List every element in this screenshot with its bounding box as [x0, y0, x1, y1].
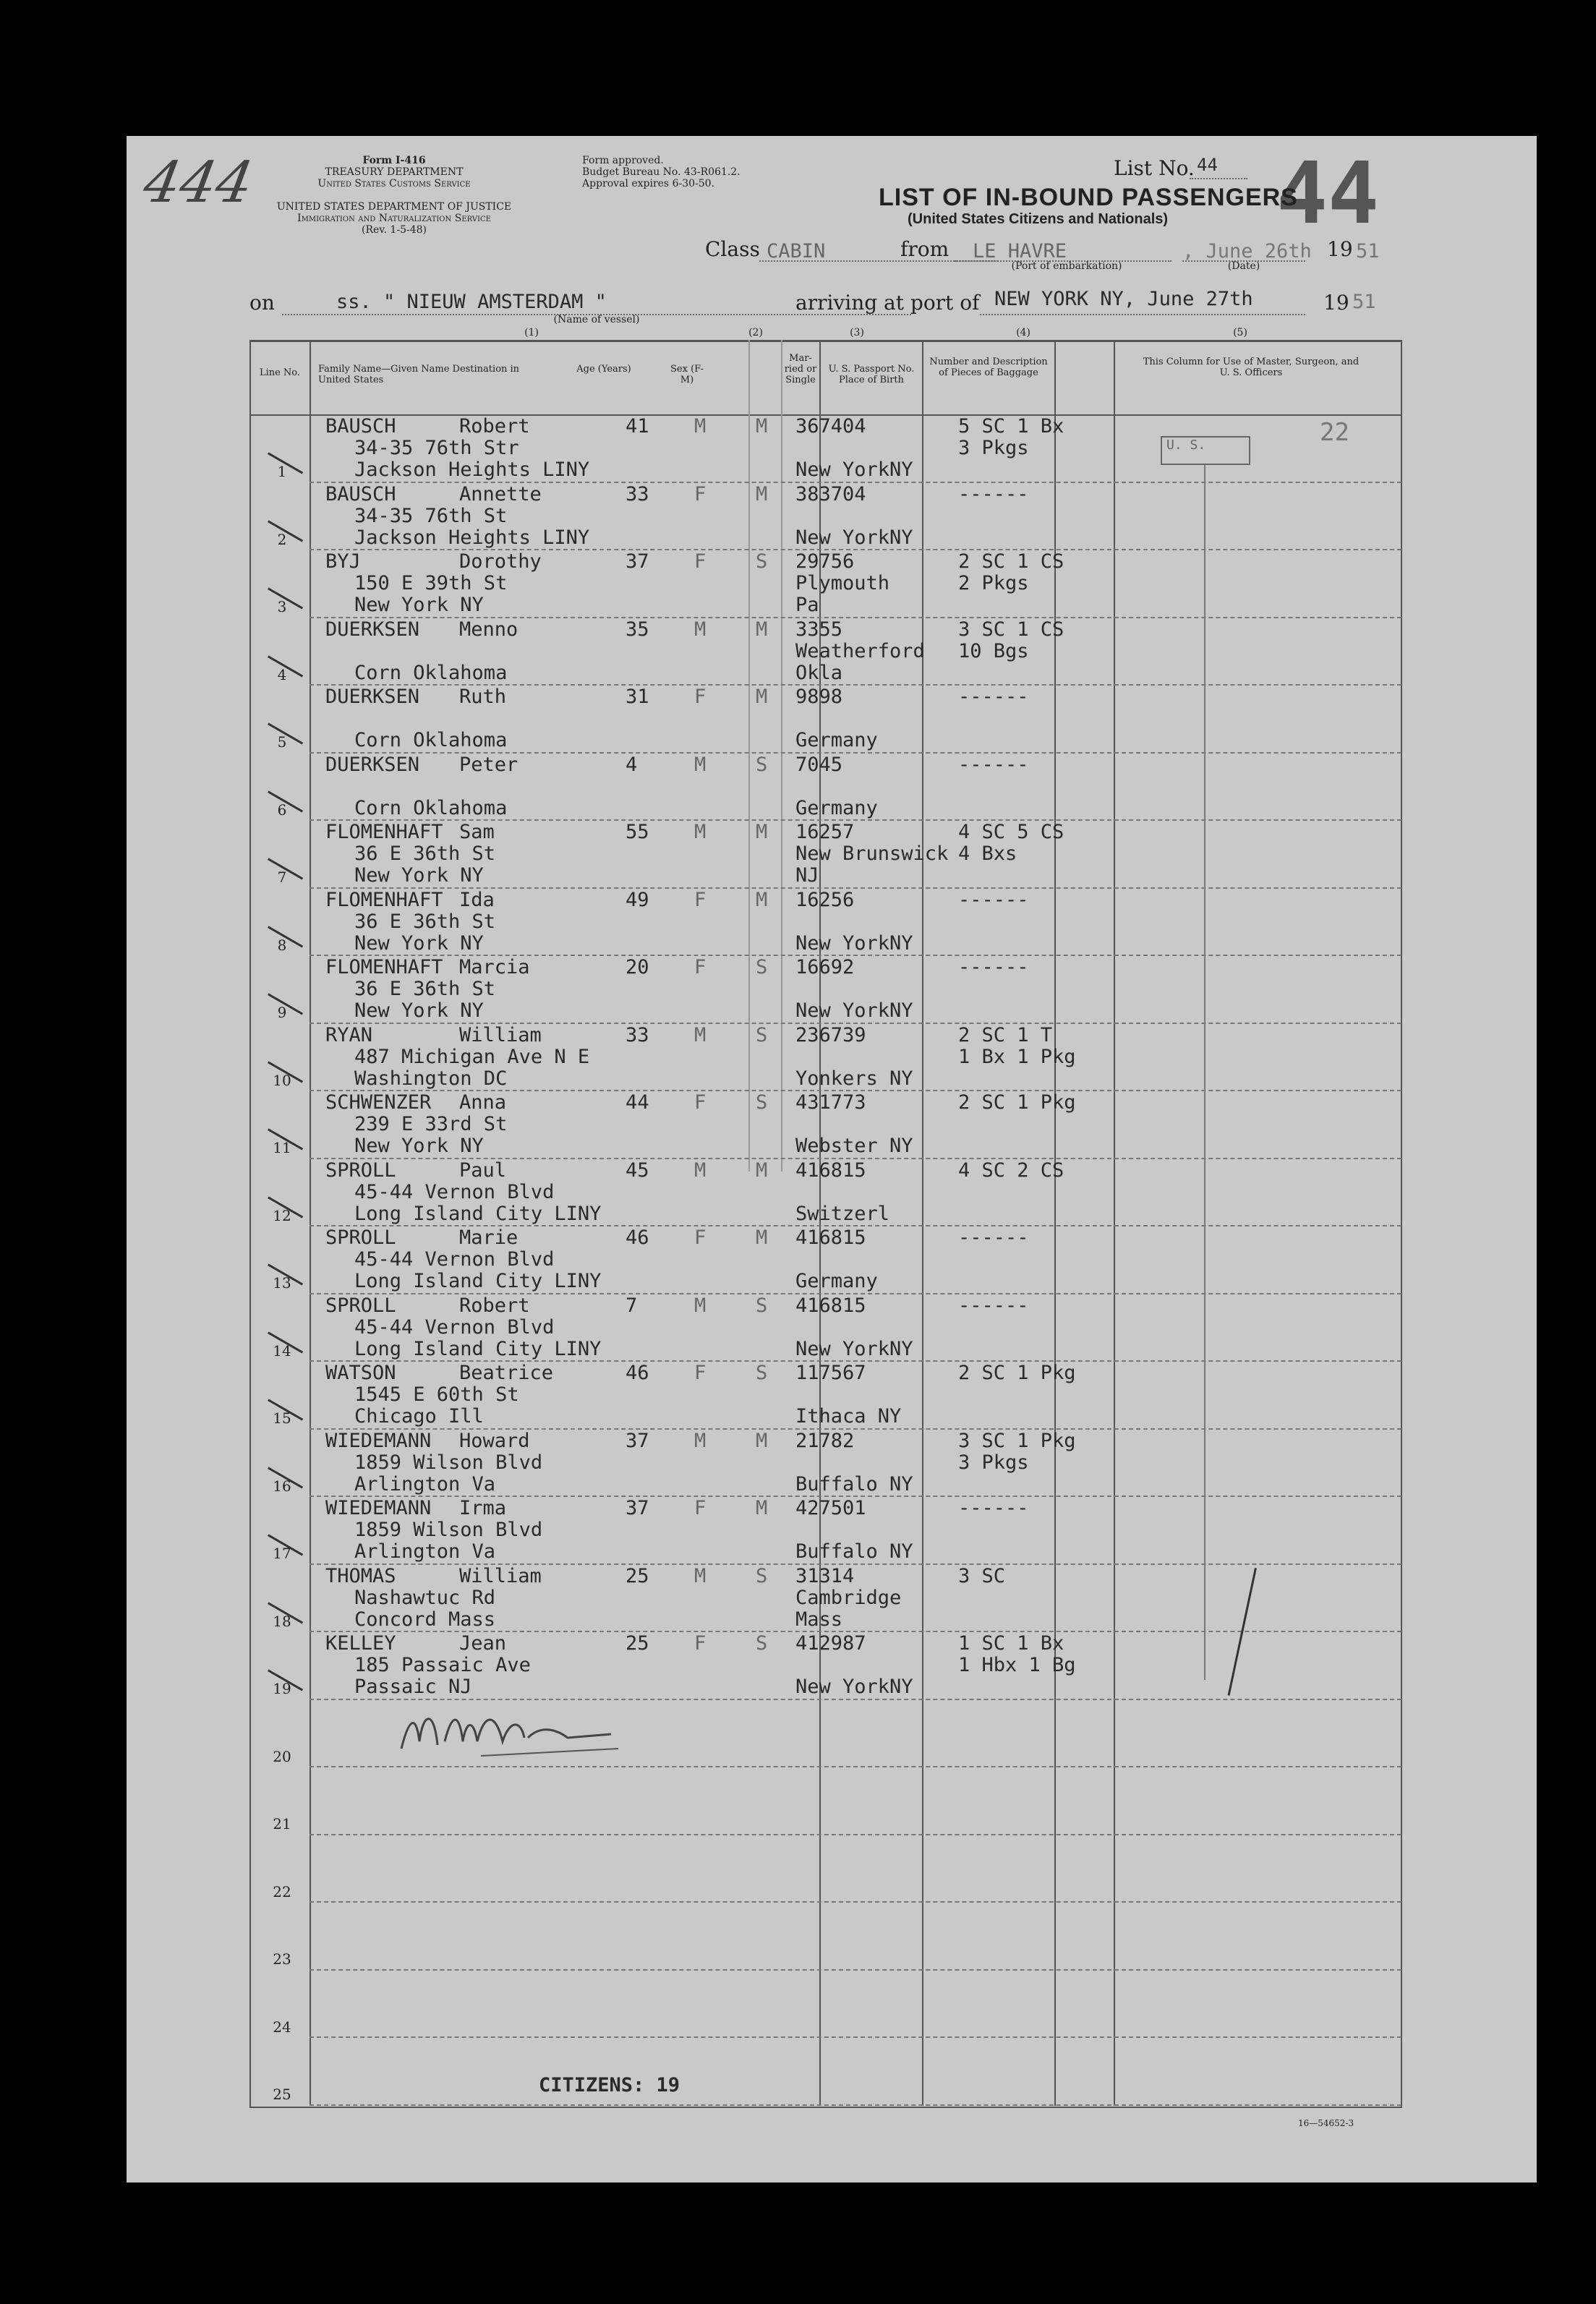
passport-number: 7045	[795, 753, 843, 776]
destination-line-1: 34-35 76th St	[354, 504, 508, 527]
corner-mark: 444	[139, 150, 258, 216]
birthplace-line-2: Buffalo NY	[795, 1472, 913, 1496]
sex: M	[694, 1159, 707, 1182]
marital-status: M	[756, 1429, 768, 1452]
sex: F	[694, 1497, 707, 1519]
passenger-given-name: Ida	[459, 888, 495, 911]
passport-number: 412987	[795, 1632, 866, 1655]
destination-line-2: Corn Oklahoma	[354, 796, 508, 819]
birthplace-line-2: Switzerl	[795, 1202, 890, 1225]
baggage-line-1: ------	[958, 482, 1029, 505]
birthplace-line-2: Germany	[795, 1270, 878, 1292]
passenger-surname: SPROLL	[325, 1294, 396, 1317]
year-value: 51	[1356, 240, 1380, 263]
baggage-line-1: 3 SC	[958, 1564, 1006, 1587]
passenger-given-name: Howard	[459, 1429, 530, 1452]
arrival-year-prefix: 19	[1323, 291, 1349, 315]
customs-service: United States Customs Service	[317, 178, 471, 189]
passenger-surname: SPROLL	[325, 1159, 396, 1182]
destination-line-2: New York NY	[354, 931, 484, 955]
baggage-line-1: 4 SC 2 CS	[958, 1159, 1064, 1182]
birthplace-line-2: Pa	[795, 594, 819, 616]
destination-line-2: New York NY	[354, 864, 484, 887]
line-number: 18	[273, 1612, 291, 1630]
page-title: LIST OF IN-BOUND PASSENGERS	[879, 184, 1298, 211]
baggage-line-1: ------	[958, 956, 1029, 978]
sex: F	[694, 888, 707, 911]
line-number: 19	[273, 1680, 291, 1697]
date-caption: (Date)	[1227, 260, 1260, 272]
passenger-surname: KELLEY	[325, 1632, 396, 1655]
birthplace-line-2: New YorkNY	[795, 931, 913, 955]
header-line-no: Line No.	[259, 367, 301, 378]
baggage-line-2: 10 Bgs	[958, 639, 1029, 662]
passport-number: 16692	[795, 956, 855, 978]
sex: F	[694, 686, 707, 708]
age: 7	[626, 1294, 638, 1317]
big-stamp-number: 44	[1276, 143, 1380, 243]
destination-line-1: 34-35 76th Str	[354, 437, 519, 459]
line-number: 15	[273, 1409, 291, 1427]
sex: F	[694, 1091, 707, 1114]
birthplace-line-2: Mass	[795, 1608, 843, 1631]
baggage-line-1: ------	[958, 1294, 1029, 1317]
passenger-surname: SPROLL	[325, 1226, 396, 1249]
passport-number: 416815	[795, 1159, 866, 1182]
sex: M	[694, 618, 707, 641]
officer-vertical-line	[1204, 465, 1205, 1680]
passport-number: 29756	[795, 550, 855, 573]
us-stamp	[1161, 436, 1250, 465]
line-number: 22	[273, 1882, 291, 1900]
row-divider	[310, 1834, 1401, 1835]
destination-line-1: 185 Passaic Ave	[354, 1654, 531, 1676]
officer-mark: 22	[1320, 418, 1349, 447]
year-prefix: 19	[1327, 237, 1353, 261]
passport-number: 416815	[795, 1294, 866, 1317]
sex: F	[694, 956, 707, 978]
marital-status: S	[756, 1632, 768, 1655]
birthplace-line-2: New YorkNY	[795, 999, 913, 1022]
justice-department: UNITED STATES DEPARTMENT OF JUSTICE	[276, 201, 512, 213]
passenger-given-name: Dorothy	[459, 550, 542, 573]
sex: M	[694, 1294, 707, 1317]
passport-number: 236739	[795, 1023, 866, 1046]
line-number: 9	[277, 1004, 287, 1021]
row-divider	[310, 2036, 1401, 2038]
print-code: 16—54652-3	[1298, 2118, 1354, 2128]
passenger-given-name: Ruth	[459, 686, 507, 708]
destination-line-2: Long Island City LINY	[354, 1202, 602, 1225]
line-number: 24	[273, 2018, 291, 2036]
destination-line-1: 45-44 Vernon Blvd	[354, 1180, 555, 1203]
age: 35	[626, 618, 649, 641]
passport-number: 9898	[795, 686, 843, 708]
sex: F	[694, 550, 707, 573]
col-number: (2)	[748, 327, 763, 338]
age: 44	[626, 1091, 649, 1114]
birthplace-line-2: New YorkNY	[795, 1337, 913, 1360]
age: 37	[626, 550, 649, 573]
passenger-surname: DUERKSEN	[325, 753, 420, 776]
age: 46	[626, 1362, 649, 1384]
destination-line-2: New York NY	[354, 594, 484, 616]
citizens-total: CITIZENS: 19	[539, 2074, 680, 2096]
destination-line-1: 239 E 33rd St	[354, 1113, 508, 1135]
destination-line-2: Washington DC	[354, 1067, 508, 1090]
header-passport: U. S. Passport No. Place of Birth	[828, 364, 915, 385]
line-number: 14	[273, 1341, 291, 1360]
marital-status: M	[756, 686, 768, 708]
age: 46	[626, 1226, 649, 1249]
row-divider	[310, 1969, 1401, 1971]
passenger-surname: BAUSCH	[325, 482, 396, 505]
destination-line-2: Chicago Ill	[354, 1405, 484, 1428]
destination-line-1: 36 E 36th St	[354, 978, 496, 1000]
baggage-line-1: ------	[958, 753, 1029, 776]
signature	[394, 1698, 626, 1763]
passenger-given-name: Menno	[459, 618, 519, 641]
immigration-service: Immigration and Naturalization Service	[297, 213, 491, 224]
baggage-line-1: 2 SC 1 Pkg	[958, 1362, 1076, 1384]
marital-status: S	[756, 1362, 768, 1384]
destination-line-1: 45-44 Vernon Blvd	[354, 1315, 555, 1339]
vessel-caption: (Name of vessel)	[553, 314, 640, 325]
header-age: Age (Years)	[576, 364, 631, 375]
marital-status: M	[756, 482, 768, 505]
passenger-given-name: William	[459, 1564, 542, 1587]
age: 45	[626, 1159, 649, 1182]
marital-status: S	[756, 956, 768, 978]
destination-line-2: Long Island City LINY	[354, 1337, 602, 1360]
row-divider	[310, 1901, 1401, 1903]
birthplace-line-1: Plymouth	[795, 572, 890, 594]
passenger-surname: WATSON	[325, 1362, 396, 1384]
line-number: 17	[273, 1545, 291, 1562]
passenger-surname: FLOMENHAFT	[325, 821, 443, 843]
header-sex: Sex (F-M)	[670, 364, 704, 385]
passenger-surname: BYJ	[325, 550, 361, 573]
passenger-given-name: Jean	[459, 1632, 507, 1655]
marital-status: S	[756, 1294, 768, 1317]
baggage-line-1: 2 SC 1 Pkg	[958, 1091, 1076, 1114]
sex: M	[694, 753, 707, 776]
passport-number: 21782	[795, 1429, 855, 1452]
passport-number: 16257	[795, 821, 855, 843]
baggage-line-1: ------	[958, 686, 1029, 708]
sex: M	[694, 415, 707, 438]
sex: F	[694, 1226, 707, 1249]
passenger-surname: WIEDEMANN	[325, 1429, 432, 1452]
line-number: 11	[273, 1139, 291, 1156]
form-approved: Form approved.	[582, 155, 664, 166]
baggage-line-2: 3 Pkgs	[958, 437, 1029, 459]
line-number: 16	[273, 1477, 291, 1495]
destination-line-1: 150 E 39th St	[354, 572, 508, 594]
birthplace-line-2: Germany	[795, 796, 878, 819]
marital-status: S	[756, 1091, 768, 1114]
marital-status: S	[756, 550, 768, 573]
marital-status: M	[756, 1226, 768, 1249]
age: 33	[626, 1023, 649, 1046]
passenger-given-name: Robert	[459, 1294, 530, 1317]
passenger-surname: BAUSCH	[325, 415, 396, 438]
budget-bureau: Budget Bureau No. 43-R061.2.	[582, 166, 741, 178]
passenger-surname: FLOMENHAFT	[325, 888, 443, 911]
birthplace-line-1: Weatherford	[795, 639, 925, 662]
age: 37	[626, 1429, 649, 1452]
birthplace-line-1: Cambridge	[795, 1586, 902, 1609]
birthplace-line-2: Germany	[795, 729, 878, 751]
marital-status: M	[756, 618, 768, 641]
page-subtitle: (United States Citizens and Nationals)	[908, 211, 1169, 227]
baggage-line-2: 1 Bx 1 Pkg	[958, 1045, 1076, 1068]
baggage-line-2: 3 Pkgs	[958, 1451, 1029, 1474]
col-number: (4)	[1016, 327, 1030, 338]
from-label: from	[900, 237, 950, 261]
arriving-label: arriving at port of	[795, 291, 980, 315]
line-number: 12	[273, 1206, 291, 1224]
line-number: 10	[273, 1071, 291, 1089]
passenger-surname: RYAN	[325, 1023, 373, 1046]
line-number: 23	[273, 1950, 291, 1968]
birthplace-line-2: New YorkNY	[795, 458, 913, 481]
birthplace-line-2: NJ	[795, 864, 819, 887]
date-value: , June 26th	[1182, 240, 1312, 263]
baggage-line-1: ------	[958, 1497, 1029, 1519]
passport-number: 416815	[795, 1226, 866, 1249]
birthplace-line-2: Ithaca NY	[795, 1405, 902, 1428]
line-number: 4	[277, 665, 287, 683]
line-number: 20	[273, 1747, 291, 1765]
baggage-line-1: 3 SC 1 Pkg	[958, 1429, 1076, 1452]
passenger-surname: DUERKSEN	[325, 686, 420, 708]
line-number: 21	[273, 1815, 291, 1832]
destination-line-1: Nashawtuc Rd	[354, 1586, 496, 1609]
sex: F	[694, 482, 707, 505]
destination-line-1: 1859 Wilson Blvd	[354, 1451, 543, 1474]
marital-status: M	[756, 888, 768, 911]
destination-line-2: Arlington Va	[354, 1540, 496, 1563]
line-number: 25	[273, 2086, 291, 2103]
passport-number: 117567	[795, 1362, 866, 1384]
class-value: CABIN	[767, 240, 826, 263]
destination-line-1: 487 Michigan Ave N E	[354, 1045, 590, 1068]
destination-line-2: New York NY	[354, 1135, 484, 1157]
line-number: 2	[277, 530, 287, 548]
age: 31	[626, 686, 649, 708]
baggage-line-1: ------	[958, 1226, 1029, 1249]
us-stamp-label: U. S.	[1166, 438, 1206, 453]
passport-number: 3355	[795, 618, 843, 641]
col-number: (1)	[524, 327, 539, 338]
passport-number: 31314	[795, 1564, 855, 1587]
passenger-given-name: Peter	[459, 753, 519, 776]
baggage-line-1: 5 SC 1 Bx	[958, 415, 1064, 438]
line-number: 5	[277, 733, 287, 751]
destination-line-1: 45-44 Vernon Blvd	[354, 1248, 555, 1271]
arrival-port: NEW YORK NY, June 27th	[994, 288, 1253, 310]
header-name: Family Name—Given Name Destination in United States	[318, 364, 520, 385]
passenger-given-name: Annette	[459, 482, 542, 505]
destination-line-1: 1545 E 60th St	[354, 1383, 519, 1406]
sex: F	[694, 1632, 707, 1655]
age: 4	[626, 753, 638, 776]
destination-line-1: 1859 Wilson Blvd	[354, 1519, 543, 1541]
row-divider	[310, 1766, 1401, 1767]
list-no-label: List No.	[1114, 156, 1195, 180]
age: 25	[626, 1632, 649, 1655]
destination-line-1: 36 E 36th St	[354, 842, 496, 865]
age: 41	[626, 415, 649, 438]
on-label: on	[249, 291, 275, 315]
passport-number: 16256	[795, 888, 855, 911]
passenger-given-name: Marcia	[459, 956, 530, 978]
port-caption: (Port of embarkation)	[1011, 260, 1122, 272]
baggage-line-1: 2 SC 1 T	[958, 1023, 1053, 1046]
baggage-line-1: ------	[958, 888, 1029, 911]
line-number: 3	[277, 598, 287, 615]
header-baggage: Number and Description of Pieces of Baggage	[929, 357, 1048, 378]
age: 20	[626, 956, 649, 978]
revision: (Rev. 1-5-48)	[362, 224, 427, 236]
line-number: 13	[273, 1274, 291, 1292]
marital-status: M	[756, 415, 768, 438]
marital-status: M	[756, 1159, 768, 1182]
treasury-department: TREASURY DEPARTMENT	[325, 166, 464, 178]
list-no-value: 44	[1197, 155, 1218, 175]
passenger-surname: THOMAS	[325, 1564, 396, 1587]
sex: M	[694, 1023, 707, 1046]
marital-status: S	[756, 1564, 768, 1587]
line-number: 8	[277, 936, 287, 954]
baggage-line-1: 3 SC 1 CS	[958, 618, 1064, 641]
destination-line-2: Concord Mass	[354, 1608, 496, 1631]
passport-number: 367404	[795, 415, 866, 438]
passport-number: 427501	[795, 1497, 866, 1519]
header-married: Mar-ried or Single	[784, 353, 817, 385]
destination-line-2: Long Island City LINY	[354, 1270, 602, 1292]
destination-line-2: Jackson Heights LINY	[354, 526, 590, 549]
birthplace-line-2: Webster NY	[795, 1135, 913, 1157]
baggage-line-2: 4 Bxs	[958, 842, 1017, 865]
passenger-given-name: Anna	[459, 1091, 507, 1114]
birthplace-line-2: New YorkNY	[795, 526, 913, 549]
destination-line-2: Corn Oklahoma	[354, 729, 508, 751]
passenger-surname: WIEDEMANN	[325, 1497, 432, 1519]
approval-expires: Approval expires 6-30-50.	[582, 178, 715, 189]
marital-status: S	[756, 1023, 768, 1046]
passenger-given-name: Irma	[459, 1497, 507, 1519]
age: 25	[626, 1564, 649, 1587]
header-officers: This Column for Use of Master, Surgeon, and U. S. Officers	[1143, 357, 1360, 378]
line-number: 7	[277, 869, 287, 886]
vessel-name: ss. " NIEUW AMSTERDAM "	[336, 291, 607, 313]
col-number: (5)	[1233, 327, 1247, 338]
marital-status: S	[756, 753, 768, 776]
baggage-line-2: 1 Hbx 1 Bg	[958, 1654, 1076, 1676]
birthplace-line-1: New Brunswick	[795, 842, 949, 865]
line-number: 6	[277, 801, 287, 819]
passenger-given-name: Robert	[459, 415, 530, 438]
passport-number: 383704	[795, 482, 866, 505]
passenger-given-name: Beatrice	[459, 1362, 554, 1384]
col-number: (3)	[850, 327, 864, 338]
destination-line-2: Passaic NJ	[354, 1676, 472, 1698]
baggage-line-2: 2 Pkgs	[958, 572, 1029, 594]
destination-line-2: Jackson Heights LINY	[354, 458, 590, 481]
class-label: Class	[705, 237, 760, 261]
line-number: 1	[277, 463, 287, 480]
birthplace-line-2: New YorkNY	[795, 1676, 913, 1698]
age: 55	[626, 821, 649, 843]
passenger-given-name: Paul	[459, 1159, 507, 1182]
birthplace-line-2: Yonkers NY	[795, 1067, 913, 1090]
birthplace-line-2: Buffalo NY	[795, 1540, 913, 1563]
passenger-given-name: Sam	[459, 821, 495, 843]
destination-line-2: New York NY	[354, 999, 484, 1022]
destination-line-2: Corn Oklahoma	[354, 661, 508, 684]
passenger-surname: SCHWENZER	[325, 1091, 432, 1114]
sex: M	[694, 1429, 707, 1452]
passenger-given-name: Marie	[459, 1226, 519, 1249]
age: 33	[626, 482, 649, 505]
row-divider	[310, 2104, 1401, 2106]
passenger-surname: DUERKSEN	[325, 618, 420, 641]
sex: F	[694, 1362, 707, 1384]
manifest-page	[127, 136, 1537, 2183]
age: 37	[626, 1497, 649, 1519]
sex: M	[694, 1564, 707, 1587]
baggage-line-1: 2 SC 1 CS	[958, 550, 1064, 573]
port-of-embarkation: LE HAVRE	[973, 240, 1067, 263]
destination-line-2: Arlington Va	[354, 1472, 496, 1496]
destination-line-1: 36 E 36th St	[354, 910, 496, 933]
passport-number: 431773	[795, 1091, 866, 1114]
sex: M	[694, 821, 707, 843]
baggage-line-1: 1 SC 1 Bx	[958, 1632, 1064, 1655]
passenger-surname: FLOMENHAFT	[325, 956, 443, 978]
marital-status: M	[756, 1497, 768, 1519]
birthplace-line-2: Okla	[795, 661, 843, 684]
passenger-given-name: William	[459, 1023, 542, 1046]
marital-status: M	[756, 821, 768, 843]
baggage-line-1: 4 SC 5 CS	[958, 821, 1064, 843]
arrival-year: 51	[1352, 291, 1376, 313]
form-number: Form I-416	[362, 155, 426, 166]
age: 49	[626, 888, 649, 911]
